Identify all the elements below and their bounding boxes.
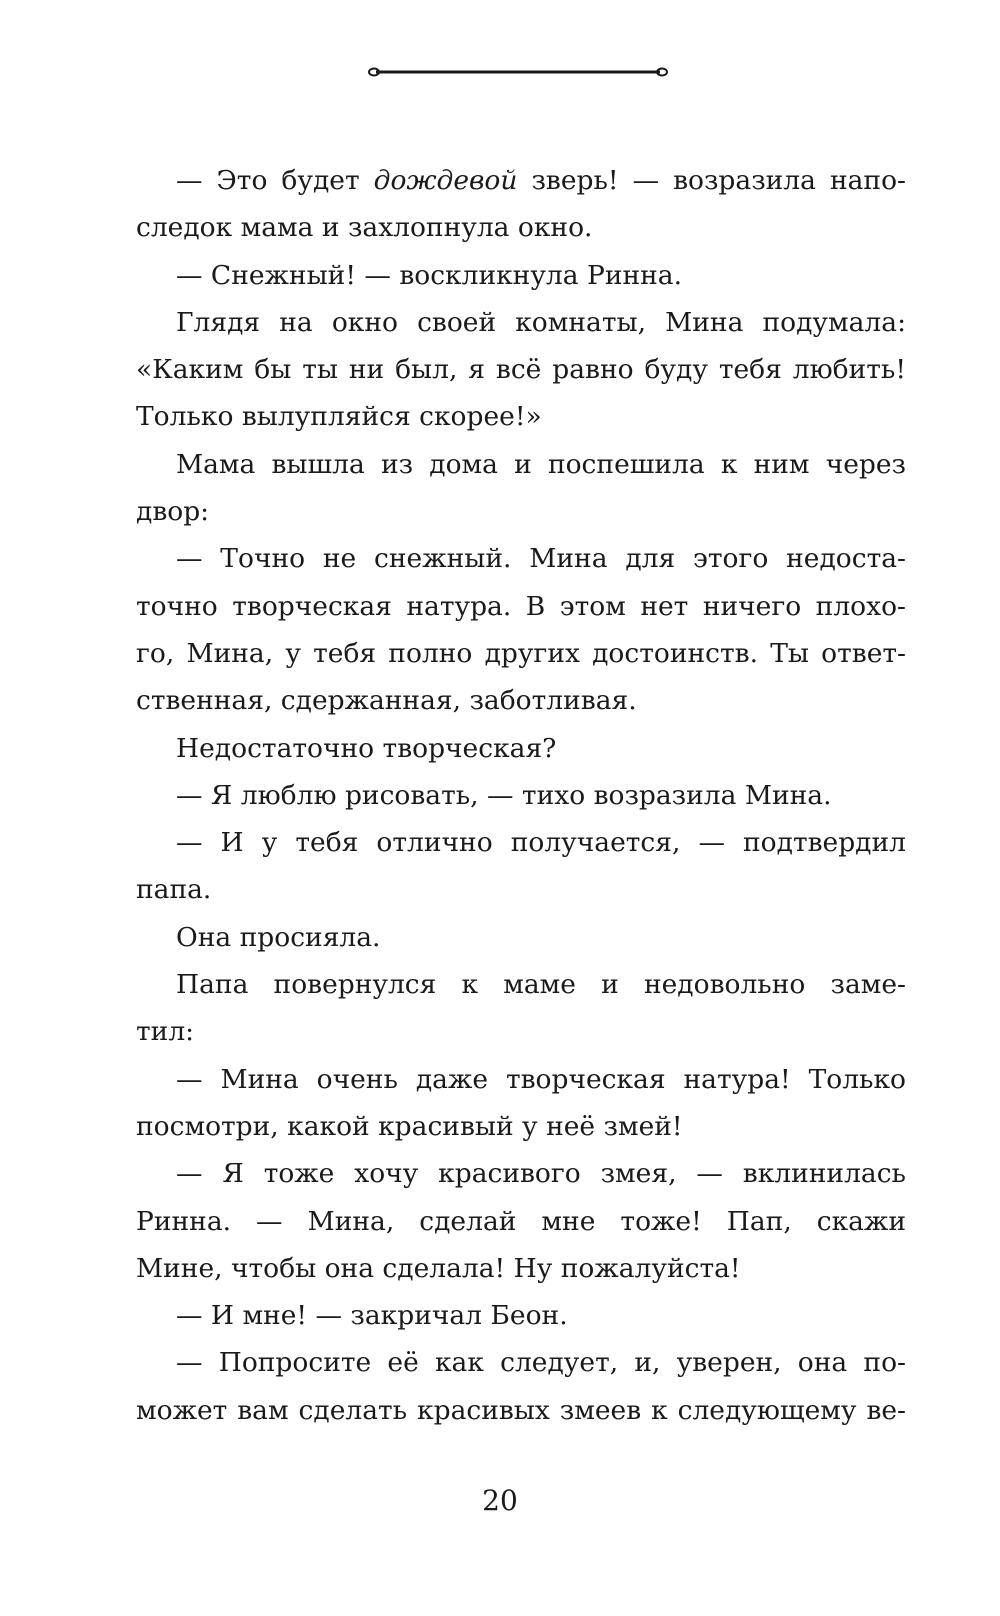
text-line: — Попросите её как следует, и, уверен, она по- — [176, 1347, 906, 1379]
text-line: го, Мина, у тебя полно других достоинств. Ты ответ- — [136, 637, 906, 669]
text-line: Мине, чтобы она сделала! Ну пожалуйста! — [136, 1252, 741, 1284]
text-line: — Точно не снежный. Мина для этого недоста- — [176, 543, 906, 575]
italic-word: дождевой — [373, 165, 518, 196]
text-line: Папа повернулся к маме и недовольно заме- — [176, 969, 906, 1001]
page-body — [136, 157, 906, 1434]
page-number: 20 — [482, 1484, 518, 1517]
text-line: папа. — [136, 874, 212, 906]
text-line: Она просияла. — [176, 921, 381, 953]
text-line: — Я тоже хочу красивого змея, — вклинилась — [176, 1158, 906, 1190]
text-line: Недостаточно творческая? — [176, 732, 557, 764]
text-line: ственная, сдержанная, заботливая. — [136, 685, 637, 717]
text-line: — И у тебя отлично получается, — подтвердил — [176, 827, 906, 859]
text-line: следок мама и захлопнула окно. — [136, 212, 593, 244]
text-line: «Каким бы ты ни был, я всё равно буду тебя любить! — [136, 354, 906, 386]
text-line: посмотри, какой красивый у неё змей! — [136, 1110, 683, 1142]
text-line: двор: — [136, 496, 210, 528]
text-line: — И мне! — закричал Беон. — [176, 1300, 568, 1332]
text-line: Ринна. — Мина, сделай мне тоже! Пап, скажи — [136, 1205, 906, 1237]
text-line: Только вылупляйся скорее!» — [136, 401, 542, 433]
text-line: — Это будет дождевой зверь! — возразила напо- — [176, 165, 906, 196]
text-line: точно творческая натура. В этом нет ничего плохо- — [136, 590, 906, 622]
header-ornament — [368, 64, 668, 80]
text-line: может вам сделать красивых змеев к следующему ве- — [136, 1394, 906, 1426]
text-line: — Я люблю рисовать, — тихо возразила Мина. — [176, 779, 832, 811]
text-line: — Снежный! — воскликнула Ринна. — [176, 259, 683, 291]
text-line: — Мина очень даже творческая натура! Только — [176, 1063, 906, 1095]
text-line: тил: — [136, 1016, 195, 1048]
text-line: Мама вышла из дома и поспешила к ним через — [176, 448, 906, 480]
text-line: Глядя на окно своей комнаты, Мина подумала: — [176, 306, 906, 338]
